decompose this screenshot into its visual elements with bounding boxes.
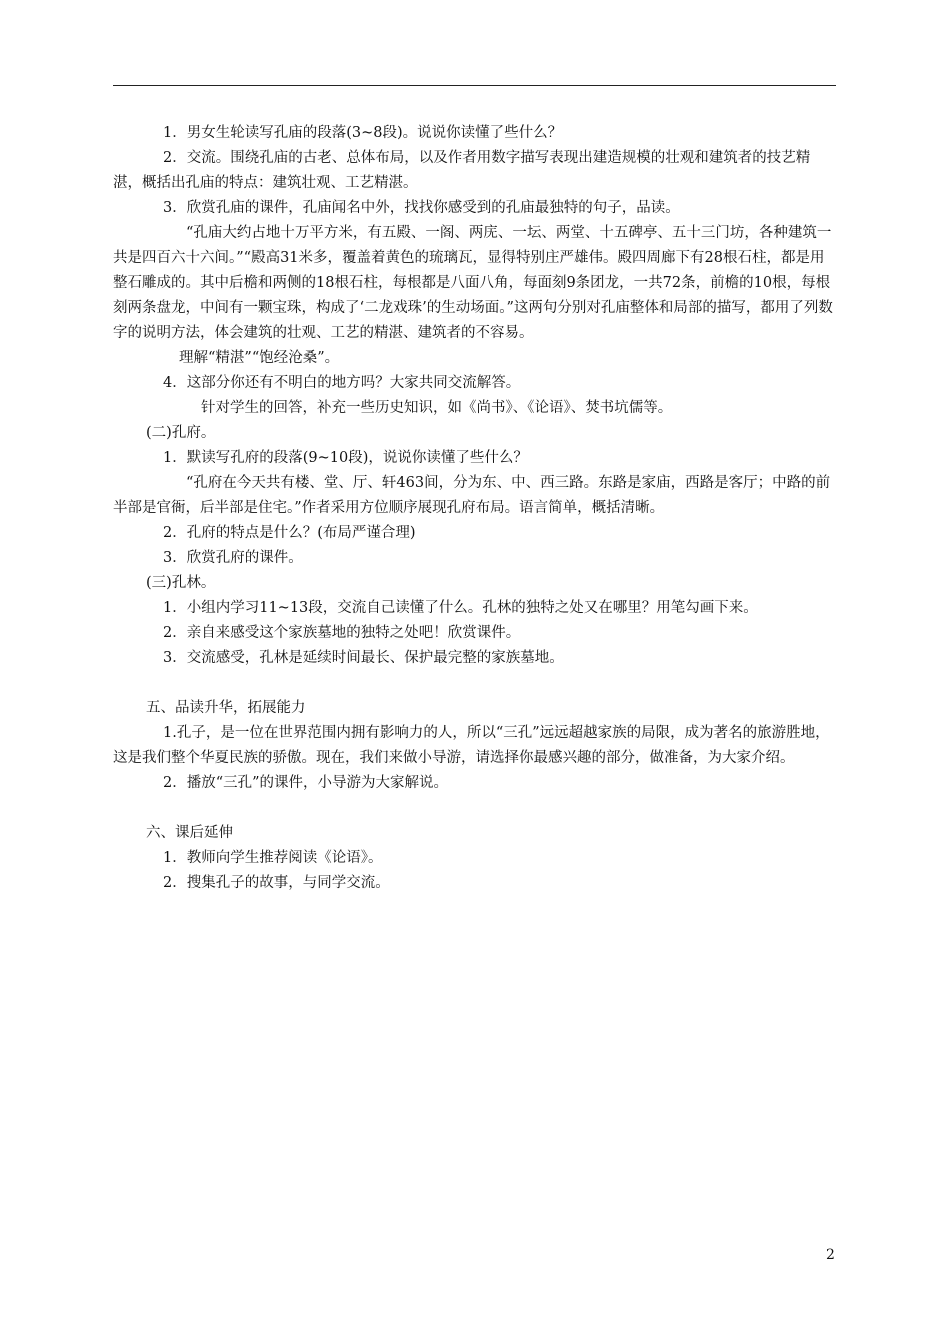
paragraph: 1．男女生轮读写孔庙的段落(3~8段)。说说你读懂了些什么？ — [163, 125, 563, 141]
paragraph: 2．亲自来感受这个家族墓地的独特之处吧！欣赏课件。 — [163, 625, 521, 641]
paragraph: 2．交流。围绕孔庙的古老、总体布局，以及作者用数字描写表现出建造规模的壮观和建筑者的技艺精湛，概括出孔庙的特点：建筑壮观、工艺精湛。 — [113, 150, 811, 191]
document-body — [113, 121, 836, 896]
paragraph: 1．默读写孔府的段落(9~10段)，说说你读懂了些什么？ — [163, 450, 528, 466]
paragraph: 针对学生的回答，补充一些历史知识，如《尚书》、《论语》、焚书坑儒等。 — [201, 400, 673, 416]
paragraph: 4．这部分你还有不明白的地方吗？大家共同交流解答。 — [163, 375, 521, 391]
paragraph: 1.孔子，是一位在世界范围内拥有影响力的人，所以“三孔”远远超越家族的局限，成为著名的旅游胜地，这是我们整个华夏民族的骄傲。现在，我们来做小导游，请选择你最感兴趣的部分，做准备，为大家介绍。 — [113, 725, 830, 766]
section-heading: 五、品读升华，拓展能力 — [146, 700, 306, 716]
header-rule — [113, 85, 836, 86]
paragraph: 1．小组内学习11~13段，交流自己读懂了什么。孔林的独特之处又在哪里？用笔勾画下来。 — [163, 600, 758, 616]
paragraph: 2．播放“三孔”的课件，小导游为大家解说。 — [163, 775, 449, 791]
paragraph: 2．搜集孔子的故事，与同学交流。 — [163, 875, 390, 891]
paragraph: 3．欣赏孔府的课件。 — [163, 550, 303, 566]
blank-line — [113, 796, 836, 821]
paragraph: 3．交流感受，孔林是延续时间最长、保护最完整的家族墓地。 — [163, 650, 564, 666]
paragraph: 3．欣赏孔庙的课件，孔庙闻名中外，找找你感受到的孔庙最独特的句子，品读。 — [163, 200, 680, 216]
paragraph: “孔庙大约占地十万平方米，有五殿、一阁、两庑、一坛、两堂、十五碑亭、五十三门坊，各种建筑一共是四百六十六间。”“殿高31米多，覆盖着黄色的琉璃瓦，显得特别庄严雄伟。殿四周廊下有28根石柱，都是用整石雕成的。其中后檐和两侧的18根石柱，每根都是八面八角，每面刻9条团龙，一共72条，前檐的10根，每根刻两条盘龙，中间有一颗宝珠，构成了‘二龙戏珠’的生动场面。”这两句分别对孔庙整体和局部的描写，都用了列数字的说明方法，体会建筑的壮观、工艺的精湛、建筑者的不容易。 — [113, 225, 833, 341]
section-heading: (二)孔府。 — [146, 425, 216, 441]
paragraph: 2．孔府的特点是什么？(布局严谨合理) — [163, 525, 416, 541]
section-heading: (三)孔林。 — [146, 575, 216, 591]
section-heading: 六、课后延伸 — [146, 825, 233, 841]
paragraph: 理解“精湛”“饱经沧桑”。 — [179, 350, 340, 366]
paragraph: 1．教师向学生推荐阅读《论语》。 — [163, 850, 383, 866]
blank-line — [113, 671, 836, 696]
page-number: 2 — [826, 1247, 835, 1263]
paragraph: “孔府在今天共有楼、堂、厅、轩463间，分为东、中、西三路。东路是家庙，西路是客厅；中路的前半部是官衙，后半部是住宅。”作者采用方位顺序展现孔府布局。语言简单，概括清晰。 — [113, 475, 831, 516]
